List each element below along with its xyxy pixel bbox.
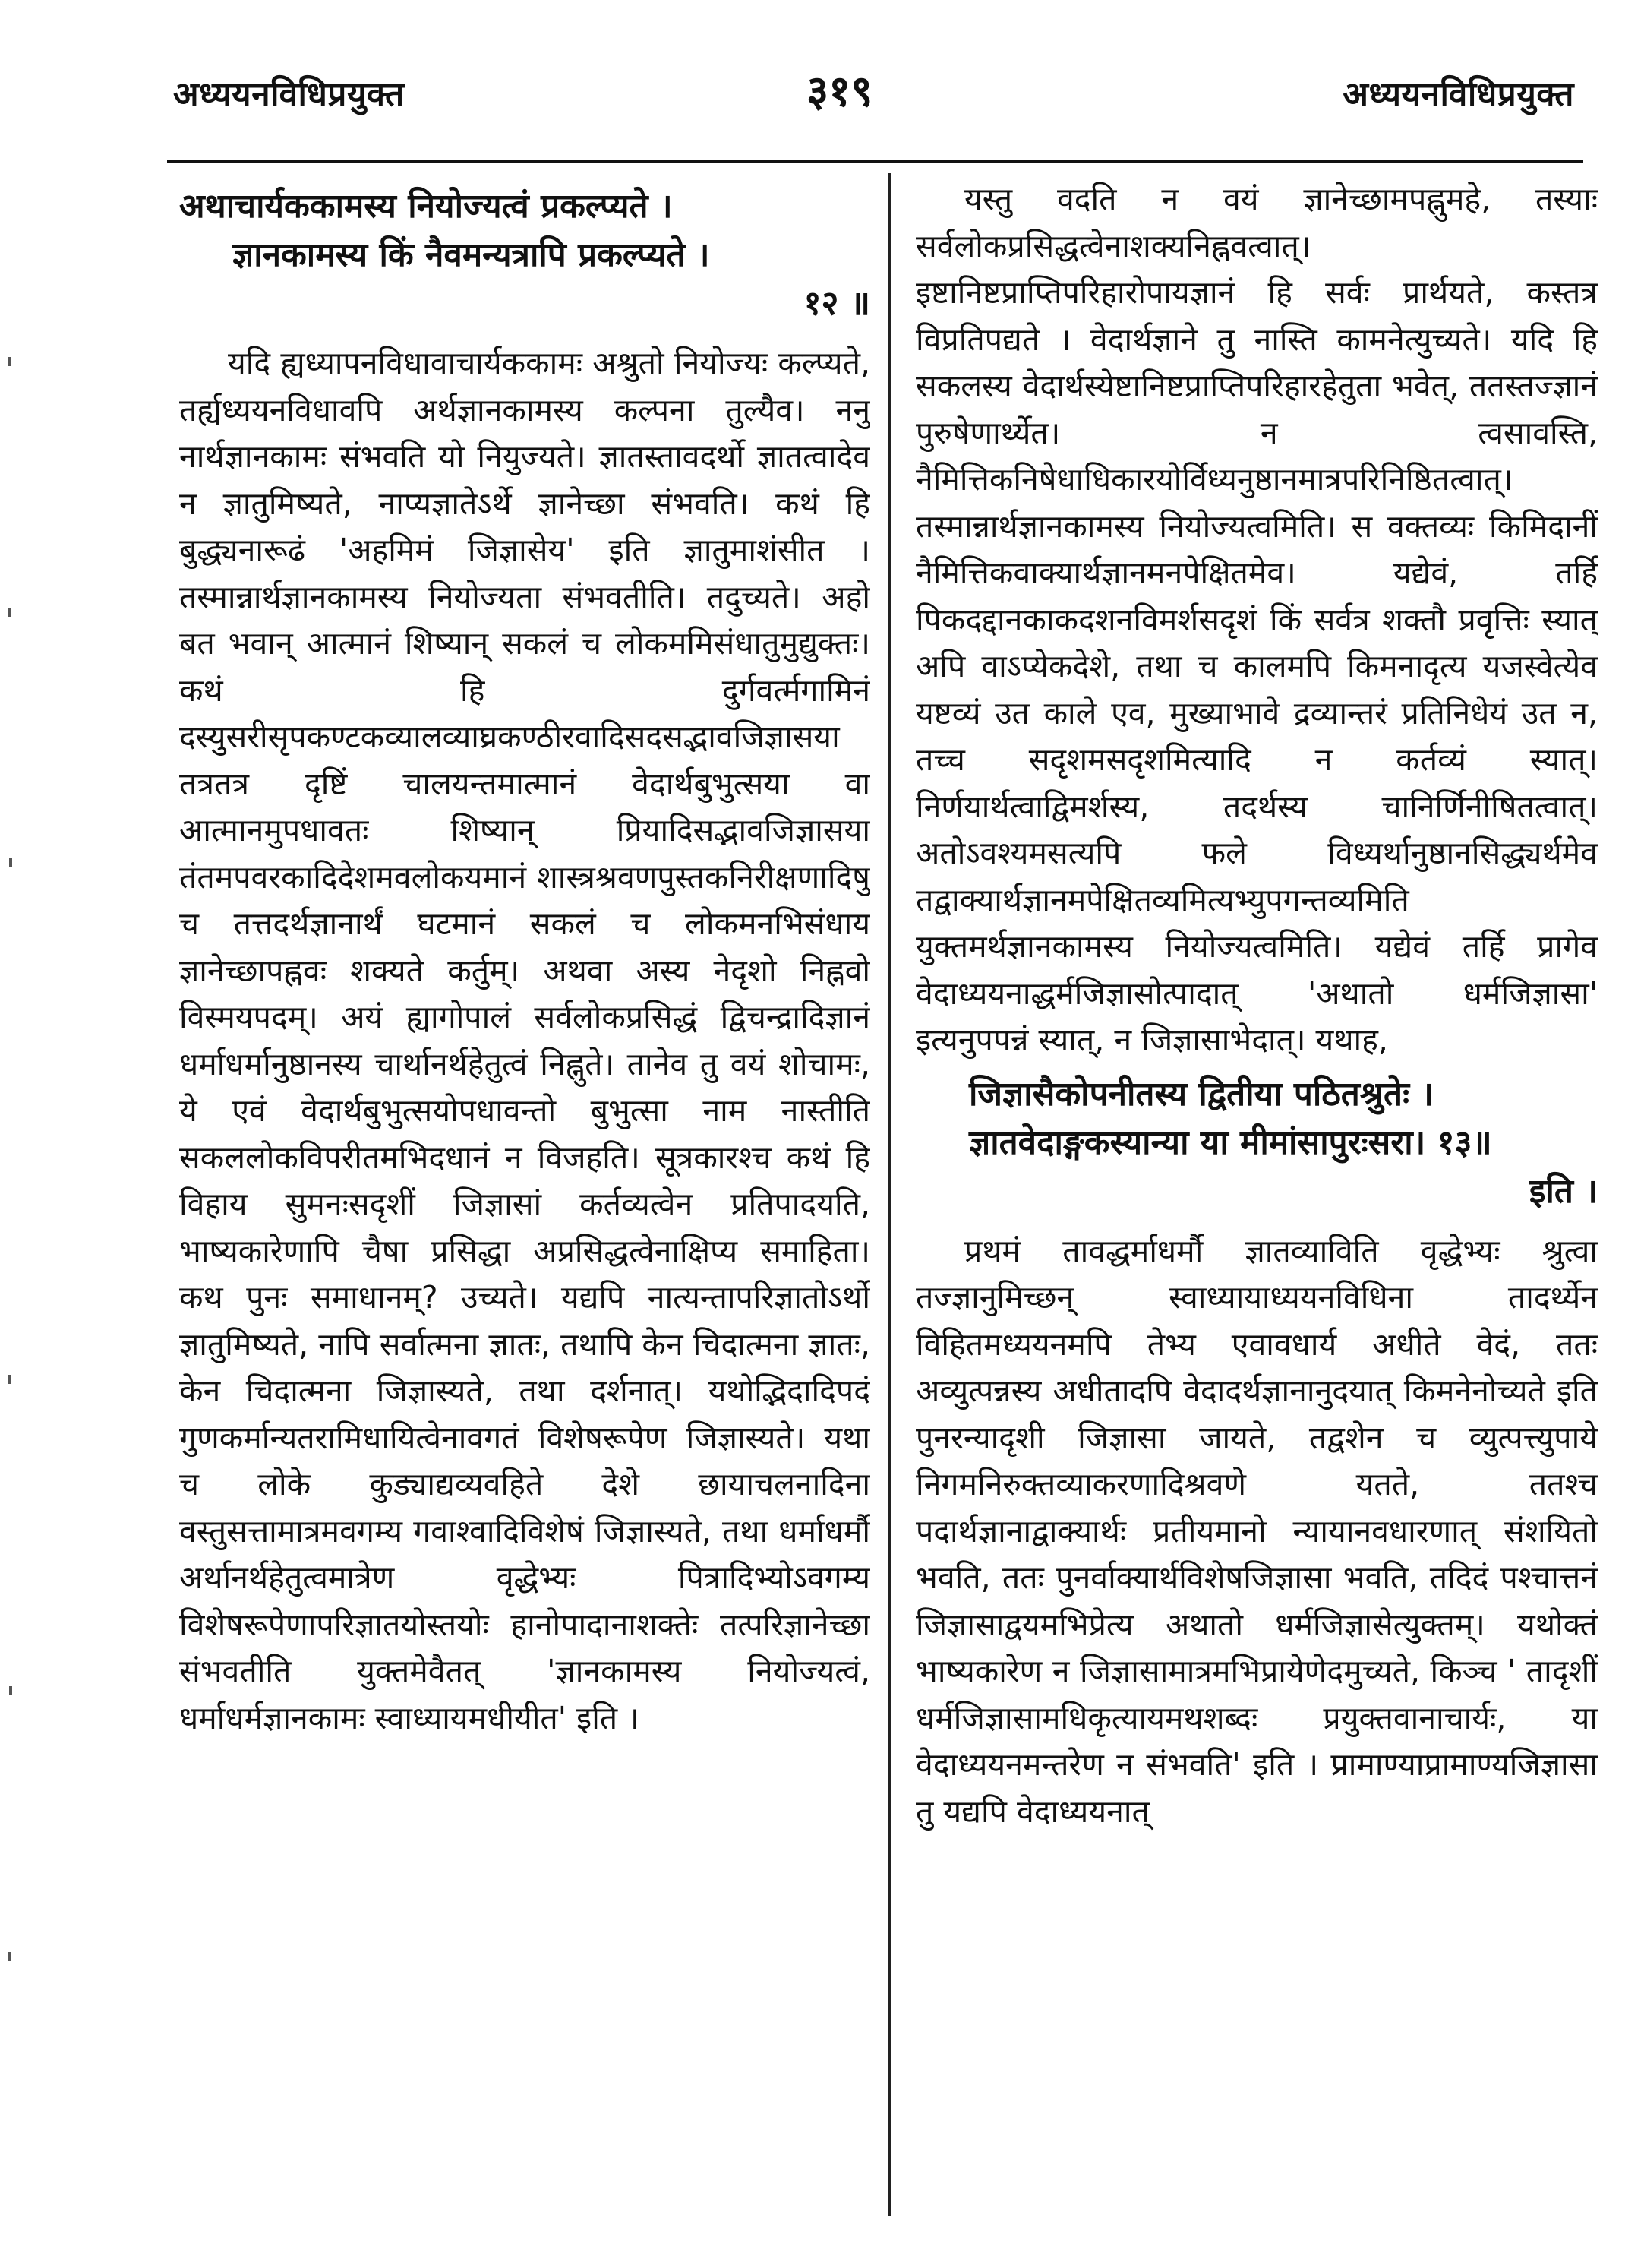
column-divider [888,173,891,2216]
right-paragraph-2: प्रथमं तावद्धर्माधर्मौ ज्ञातव्याविति वृद्धेभ्यः श्रुत्वा तज्ज्ञानुमिच्छन् स्वाध्यायाध्ययनविधिना तादर्थ्येन विहितमध्ययनमपि तेभ्य एवावधार्य अधीते वेदं, ततः अव्युत्पन्नस्य अधीतादपि वेदादर्थज्ञानानुदयात् किमनेनोच्यते इति पुनरन्यादृशी जिज्ञासा जायते, तद्वशेन च व्युत्पत्त्युपाये निगमनिरुक्तव्याकरणादिश्रवणे यतते, ततश्च पदार्थज्ञानाद्वाक्यार्थः प्रतीयमानो न्यायानवधारणात् संशयितो भवति, ततः पुनर्वाक्यार्थविशेषजिज्ञासा भवति, तदिदं पश्चात्तनं जिज्ञासाद्वयमभिप्रेत्य अथातो धर्मजिज्ञासेत्युक्तम्। यथोक्तं भाष्यकारेण न जिज्ञासामात्रमभिप्रायेणेदमुच्यते, किञ्च ' तादृशीं धर्मजिज्ञासामधिकृत्यायमथशब्दः प्रयुक्तवानाचार्यः, या वेदाध्ययनमन्तरेण न संभवति' इति । प्रामाण्याप्रामाण्यजिज्ञासा तु यद्यपि वेदाध्ययनात् [916,1232,1598,1830]
verse-13-line-1: जिज्ञासैकोपनीतस्य द्वितीया पठितश्रुतेः । [969,1074,1434,1113]
right-paragraph-1: यस्तु वदति न वयं ज्ञानेच्छामपह्नुमहे, तस्याः सर्वलोकप्रसिद्धत्वेनाशक्यनिह्नवत्वात्। इष्टानिष्टप्राप्तिपरिहारोपायज्ञानं हि सर्वः प्रार्थयते, कस्तत्र विप्रतिपद्यते । वेदार्थज्ञाने तु नास्ति कामनेत्युच्यते। यदि हि सकलस्य वेदार्थस्येष्टानिष्टप्राप्तिपरिहारहेतुता भवेत्, ततस्तज्ज्ञानं पुरुषेणार्थ्येत। न त्वसावस्ति, नैमित्तिकनिषेधाधिकारयोर्विध्यनुष्ठानमात्रपरिनिष्ठितत्वात्। तस्मान्नार्थज्ञानकामस्य नियोज्यत्वमिति। स वक्तव्यः किमिदानीं नैमित्तिकवाक्यार्थज्ञानमनपेक्षितमेव। यद्येवं, तर्हि पिकदद्दानकाकदशनविमर्शसदृशं किं सर्वत्र शक्तौ प्रवृत्तिः स्यात् अपि वाऽप्येकदेशे, तथा च कालमपि किमनादृत्य यजस्वेत्येव यष्टव्यं उत काले एव, मुख्याभावे द्रव्यान्तरं प्रतिनिधेयं उत न, तच्च सदृशमसदृशमित्यादि न कर्तव्यं स्यात्। निर्णयार्थत्वाद्विमर्शस्य, तदर्थस्य चानिर्णिनीषितत्वात्। अतोऽवश्यमसत्यपि फले विध्यर्थानुष्ठानसिद्ध्यर्थमेव तद्वाक्यार्थज्ञानमपेक्षितव्यमित्यभ्युपगन्तव्यमिति युक्तमर्थज्ञानकामस्य नियोज्यत्वमिति। यद्येवं तर्हि प्रागेव वेदाध्ययनाद्धर्मजिज्ञासोत्पादात् 'अथातो धर्मजिज्ञासा' इत्यनुपपन्नं स्यात्, न जिज्ञासाभेदात्। यथाह, [916,181,1598,1058]
left-column [179,176,870,1742]
left-paragraph: यदि ह्यध्यापनविधावाचार्यककामः अश्रुतो नियोज्यः कल्प्यते, तर्ह्यध्ययनविधावपि अर्थज्ञानकामस्य कल्पना तुल्यैव। ननु नार्थज्ञानकामः संभवति यो नियुज्यते। ज्ञातस्तावदर्थो ज्ञातत्वादेव न ज्ञातुमिष्यते, नाप्यज्ञातेऽर्थे ज्ञानेच्छा संभवति। कथं हि बुद्ध्यनारूढं 'अहमिमं जिज्ञासेय' इति ज्ञातुमाशंसीत । तस्मान्नार्थज्ञानकामस्य नियोज्यता संभवतीति। तदुच्यते। अहो बत भवान् आत्मानं शिष्यान् सकलं च लोकममिसंधातुमुद्युक्तः। कथं हि दुर्गवर्त्मगामिनं दस्युसरीसृपकण्टकव्यालव्याघ्रकण्ठीरवादिसदसद्भावजिज्ञासया तत्रतत्र दृष्टिं चालयन्तमात्मानं वेदार्थबुभुत्सया वा आत्मानमुपधावतः शिष्यान् प्रियादिसद्भावजिज्ञासया तंतमपवरकादिदेशमवलोकयमानं शास्त्रश्रवणपुस्तकनिरीक्षणादिषु च तत्तदर्थज्ञानार्थं घटमानं सकलं च लोकमनभिसंधाय ज्ञानेच्छापह्नवः शक्यते कर्तुम्। अथवा अस्य नेदृशो निह्नवो विस्मयपदम्। अयं ह्यागोपालं सर्वलोकप्रसिद्धं द्विचन्द्रादिज्ञानं धर्माधर्मानुष्ठानस्य चार्थानर्थहेतुत्वं निह्नुते। तानेव तु वयं शोचामः, ये एवं वेदार्थबुभुत्सयोपधावन्तो बुभुत्सा नाम नास्तीति सकललोकविपरीतमभिदधानं न विजहति। सूत्रकारश्च कथं हि विहाय सुमनःसदृशीं जिज्ञासां कर्तव्यत्वेन प्रतिपादयति, भाष्यकारेणापि चैषा प्रसिद्धा अप्रसिद्धत्वेनाक्षिप्य समाहिता। कथ पुनः समाधानम्? उच्यते। यद्यपि नात्यन्तापरिज्ञातोऽर्थो ज्ञातुमिष्यते, नापि सर्वात्मना ज्ञातः, तथापि केन चिदात्मना ज्ञातः, केन चिदात्मना जिज्ञास्यते, तथा दर्शनात्। यथोद्भिदादिपदं गुणकर्मान्यतरामिधायित्वेनावगतं विशेषरूपेण जिज्ञास्यते। यथा च लोके कुड्याद्यव्यवहिते देशे छायाचलनादिना वस्तुसत्तामात्रमवगम्य गवाश्वादिविशेषं जिज्ञास्यते, तथा धर्माधर्मौ अर्थानर्थहेतुत्वमात्रेण वृद्धेभ्यः पित्रादिभ्योऽवगम्य विशेषरूपेणापरिज्ञातयोस्तयोः हानोपादानाशक्तेः तत्परिज्ञानेच्छा संभवतीति युक्तमेवैतत् 'ज्ञानकामस्य नियोज्यत्वं, धर्माधर्मज्ञानकामः स्वाध्यायमधीयीत' इति । [179,345,870,1736]
verse-13-iti: इति । [1529,1171,1598,1211]
speck [8,1375,11,1384]
verse-12-line-2: ज्ञानकामस्य किं नैवमन्यत्रापि प्रकल्प्यते । [232,235,710,274]
verse-13-line-2: ज्ञातवेदाङ्गकस्यान्या या मीमांसापुरःसरा। १३॥ [969,1123,1492,1162]
speck [9,1686,12,1695]
speck [9,858,12,867]
header-rule [167,160,1583,163]
verse-12-line-1: अथाचार्यककामस्य नियोज्यत्वं प्रकल्प्यते । [179,187,673,226]
page-number: ३१९ [806,67,873,116]
speck [8,608,11,617]
right-column [916,176,1598,1835]
running-head-left: अध्ययनविधिप्रयुक्त [173,75,405,114]
verse-12 [179,182,870,328]
running-head-right: अध्ययनविधिप्रयुक्त [1343,75,1574,114]
speck [8,1952,11,1961]
speck [8,357,11,366]
verse-12-number: १२ ॥ [803,284,870,323]
verse-13 [916,1070,1598,1216]
page-header [0,0,1644,144]
